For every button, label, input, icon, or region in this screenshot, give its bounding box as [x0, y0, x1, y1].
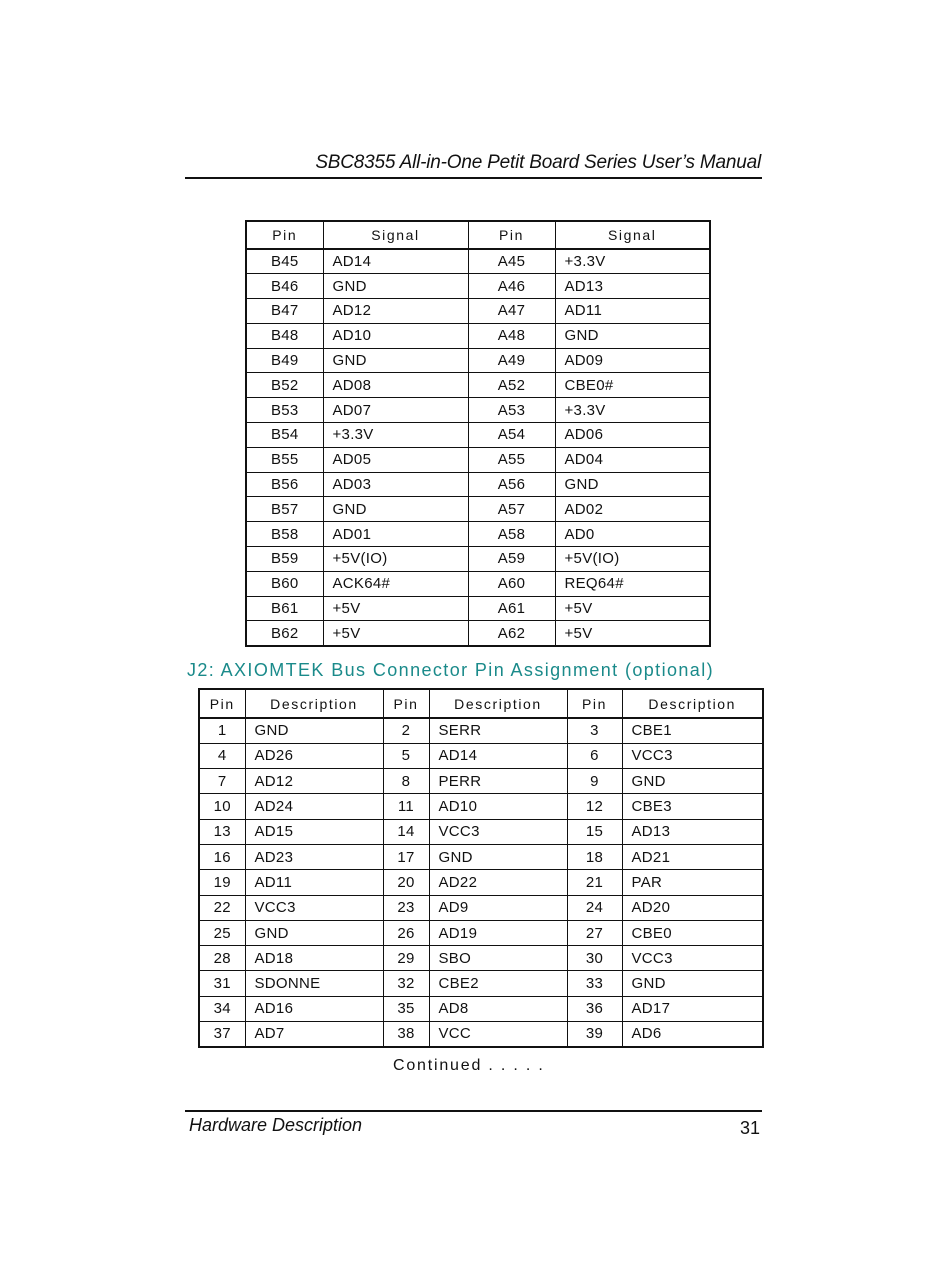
signal-cell: AD07: [323, 398, 468, 423]
table-row: [199, 996, 763, 1021]
table-row: [199, 819, 763, 844]
table-row: [246, 249, 710, 274]
pin-cell: B57: [246, 497, 323, 522]
signal-cell: SDONNE: [245, 971, 383, 996]
column-header-description: Description: [429, 689, 567, 718]
footer-section-title: Hardware Description: [189, 1115, 363, 1135]
pin-cell: A52: [468, 373, 555, 398]
pin-cell: A57: [468, 497, 555, 522]
pin-cell: 17: [383, 844, 429, 869]
signal-cell: AD8: [429, 996, 567, 1021]
table-row: [199, 718, 763, 743]
column-header-pin: Pin: [383, 689, 429, 718]
signal-cell: +5V(IO): [555, 547, 710, 572]
signal-cell: GND: [555, 323, 710, 348]
pin-cell: B45: [246, 249, 323, 274]
pin-cell: 29: [383, 946, 429, 971]
pin-cell: 34: [199, 996, 245, 1021]
column-header-description: Description: [245, 689, 383, 718]
connector-pin-table: [198, 688, 764, 1048]
signal-cell: AD10: [429, 794, 567, 819]
signal-cell: +5V(IO): [323, 547, 468, 572]
pin-cell: 39: [567, 1022, 622, 1047]
table-row: [246, 571, 710, 596]
signal-cell: AD7: [245, 1022, 383, 1047]
signal-cell: AD10: [323, 323, 468, 348]
signal-cell: GND: [323, 348, 468, 373]
pin-cell: A54: [468, 423, 555, 448]
signal-cell: GND: [622, 769, 763, 794]
signal-cell: PAR: [622, 870, 763, 895]
signal-cell: AD05: [323, 447, 468, 472]
signal-cell: SBO: [429, 946, 567, 971]
signal-cell: +3.3V: [555, 249, 710, 274]
pin-cell: A48: [468, 323, 555, 348]
signal-cell: AD14: [323, 249, 468, 274]
table-row: [199, 870, 763, 895]
signal-cell: CBE0#: [555, 373, 710, 398]
table-row: [199, 946, 763, 971]
table-row: [246, 398, 710, 423]
pin-cell: A60: [468, 571, 555, 596]
signal-cell: VCC3: [622, 743, 763, 768]
pin-cell: 21: [567, 870, 622, 895]
signal-cell: CBE1: [622, 718, 763, 743]
pin-cell: 12: [567, 794, 622, 819]
table-row: [199, 1022, 763, 1047]
signal-cell: REQ64#: [555, 571, 710, 596]
pin-cell: 36: [567, 996, 622, 1021]
signal-cell: AD20: [622, 895, 763, 920]
table-row: [246, 373, 710, 398]
pin-cell: A56: [468, 472, 555, 497]
signal-cell: GND: [245, 718, 383, 743]
signal-cell: SERR: [429, 718, 567, 743]
pin-cell: B49: [246, 348, 323, 373]
pin-cell: A53: [468, 398, 555, 423]
table-row: [246, 522, 710, 547]
signal-cell: +5V: [555, 621, 710, 646]
signal-cell: AD12: [245, 769, 383, 794]
pin-cell: B59: [246, 547, 323, 572]
continued-note: Continued . . . . .: [393, 1057, 545, 1074]
page-header-title: SBC8355 All-in-One Petit Board Series User’s Manual: [315, 152, 761, 173]
signal-cell: AD11: [245, 870, 383, 895]
signal-cell: AD01: [323, 522, 468, 547]
pin-cell: 22: [199, 895, 245, 920]
signal-cell: AD18: [245, 946, 383, 971]
table-row: [246, 547, 710, 572]
signal-cell: +3.3V: [555, 398, 710, 423]
table-row: [246, 274, 710, 299]
signal-cell: GND: [555, 472, 710, 497]
pin-cell: A46: [468, 274, 555, 299]
table-row: [246, 423, 710, 448]
table-row: [199, 794, 763, 819]
table-row: [246, 348, 710, 373]
pin-cell: 37: [199, 1022, 245, 1047]
table-row: [199, 920, 763, 945]
signal-cell: GND: [622, 971, 763, 996]
signal-cell: +5V: [323, 621, 468, 646]
pin-cell: A55: [468, 447, 555, 472]
signal-cell: AD15: [245, 819, 383, 844]
signal-cell: GND: [323, 274, 468, 299]
pin-cell: 11: [383, 794, 429, 819]
pin-cell: 10: [199, 794, 245, 819]
signal-cell: VCC3: [429, 819, 567, 844]
table-header-row: [246, 221, 710, 249]
table-row: [199, 895, 763, 920]
signal-cell: AD06: [555, 423, 710, 448]
pin-cell: 15: [567, 819, 622, 844]
pin-cell: 2: [383, 718, 429, 743]
pin-cell: 8: [383, 769, 429, 794]
pin-cell: 18: [567, 844, 622, 869]
signal-cell: AD12: [323, 299, 468, 324]
signal-cell: AD19: [429, 920, 567, 945]
column-header-pin: Pin: [567, 689, 622, 718]
pin-cell: 14: [383, 819, 429, 844]
pin-cell: 30: [567, 946, 622, 971]
pin-cell: A58: [468, 522, 555, 547]
signal-cell: CBE0: [622, 920, 763, 945]
pin-cell: 9: [567, 769, 622, 794]
signal-cell: GND: [323, 497, 468, 522]
table-row: [246, 299, 710, 324]
pin-cell: B54: [246, 423, 323, 448]
signal-cell: CBE2: [429, 971, 567, 996]
signal-cell: AD16: [245, 996, 383, 1021]
signal-cell: +3.3V: [323, 423, 468, 448]
signal-cell: GND: [429, 844, 567, 869]
signal-cell: AD26: [245, 743, 383, 768]
pin-cell: 35: [383, 996, 429, 1021]
signal-cell: AD02: [555, 497, 710, 522]
pin-cell: 19: [199, 870, 245, 895]
signal-cell: ACK64#: [323, 571, 468, 596]
pin-cell: 33: [567, 971, 622, 996]
pin-cell: 3: [567, 718, 622, 743]
pin-cell: 27: [567, 920, 622, 945]
pin-cell: B61: [246, 596, 323, 621]
table-row: [199, 971, 763, 996]
pin-cell: A62: [468, 621, 555, 646]
pin-cell: A45: [468, 249, 555, 274]
pin-cell: 13: [199, 819, 245, 844]
header-rule: [185, 177, 762, 179]
signal-cell: +5V: [323, 596, 468, 621]
table-row: [246, 497, 710, 522]
pin-signal-table: [245, 220, 711, 647]
signal-cell: VCC3: [245, 895, 383, 920]
table-row: [199, 769, 763, 794]
signal-cell: AD13: [622, 819, 763, 844]
pin-cell: A59: [468, 547, 555, 572]
signal-cell: PERR: [429, 769, 567, 794]
table-row: [246, 621, 710, 646]
table-row: [246, 447, 710, 472]
pin-cell: 23: [383, 895, 429, 920]
signal-cell: AD6: [622, 1022, 763, 1047]
pin-cell: 24: [567, 895, 622, 920]
pin-cell: B47: [246, 299, 323, 324]
pin-cell: A61: [468, 596, 555, 621]
pin-cell: 28: [199, 946, 245, 971]
pin-cell: 16: [199, 844, 245, 869]
column-header-description: Description: [622, 689, 763, 718]
column-header-signal: Signal: [323, 221, 468, 249]
column-header-signal: Signal: [555, 221, 710, 249]
pin-cell: B58: [246, 522, 323, 547]
pin-cell: 32: [383, 971, 429, 996]
pin-cell: A49: [468, 348, 555, 373]
signal-cell: VCC3: [622, 946, 763, 971]
signal-cell: AD04: [555, 447, 710, 472]
pin-cell: B48: [246, 323, 323, 348]
pin-cell: B60: [246, 571, 323, 596]
signal-cell: +5V: [555, 596, 710, 621]
signal-cell: AD22: [429, 870, 567, 895]
pin-cell: B52: [246, 373, 323, 398]
table-row: [246, 472, 710, 497]
pin-cell: 20: [383, 870, 429, 895]
pin-cell: B56: [246, 472, 323, 497]
column-header-pin: Pin: [468, 221, 555, 249]
signal-cell: AD21: [622, 844, 763, 869]
signal-cell: AD24: [245, 794, 383, 819]
signal-cell: VCC: [429, 1022, 567, 1047]
signal-cell: AD03: [323, 472, 468, 497]
signal-cell: AD0: [555, 522, 710, 547]
pin-cell: 1: [199, 718, 245, 743]
pin-cell: A47: [468, 299, 555, 324]
column-header-pin: Pin: [199, 689, 245, 718]
signal-cell: GND: [245, 920, 383, 945]
signal-cell: AD9: [429, 895, 567, 920]
pin-cell: 31: [199, 971, 245, 996]
table-row: [246, 323, 710, 348]
pin-cell: 38: [383, 1022, 429, 1047]
footer-rule: [185, 1110, 762, 1112]
pin-cell: 25: [199, 920, 245, 945]
page-number: 31: [739, 1118, 760, 1138]
signal-cell: AD14: [429, 743, 567, 768]
pin-cell: 4: [199, 743, 245, 768]
pin-cell: B46: [246, 274, 323, 299]
table-header-row: [199, 689, 763, 718]
pin-cell: B53: [246, 398, 323, 423]
pin-cell: 6: [567, 743, 622, 768]
section-title: J2: AXIOMTEK Bus Connector Pin Assignment (optional): [187, 660, 715, 680]
signal-cell: AD17: [622, 996, 763, 1021]
pin-cell: B55: [246, 447, 323, 472]
signal-cell: AD11: [555, 299, 710, 324]
column-header-pin: Pin: [246, 221, 323, 249]
signal-cell: AD08: [323, 373, 468, 398]
pin-cell: 26: [383, 920, 429, 945]
signal-cell: AD09: [555, 348, 710, 373]
table-row: [199, 743, 763, 768]
table-row: [246, 596, 710, 621]
pin-cell: B62: [246, 621, 323, 646]
table-row: [199, 844, 763, 869]
signal-cell: CBE3: [622, 794, 763, 819]
pin-cell: 7: [199, 769, 245, 794]
signal-cell: AD23: [245, 844, 383, 869]
signal-cell: AD13: [555, 274, 710, 299]
pin-cell: 5: [383, 743, 429, 768]
